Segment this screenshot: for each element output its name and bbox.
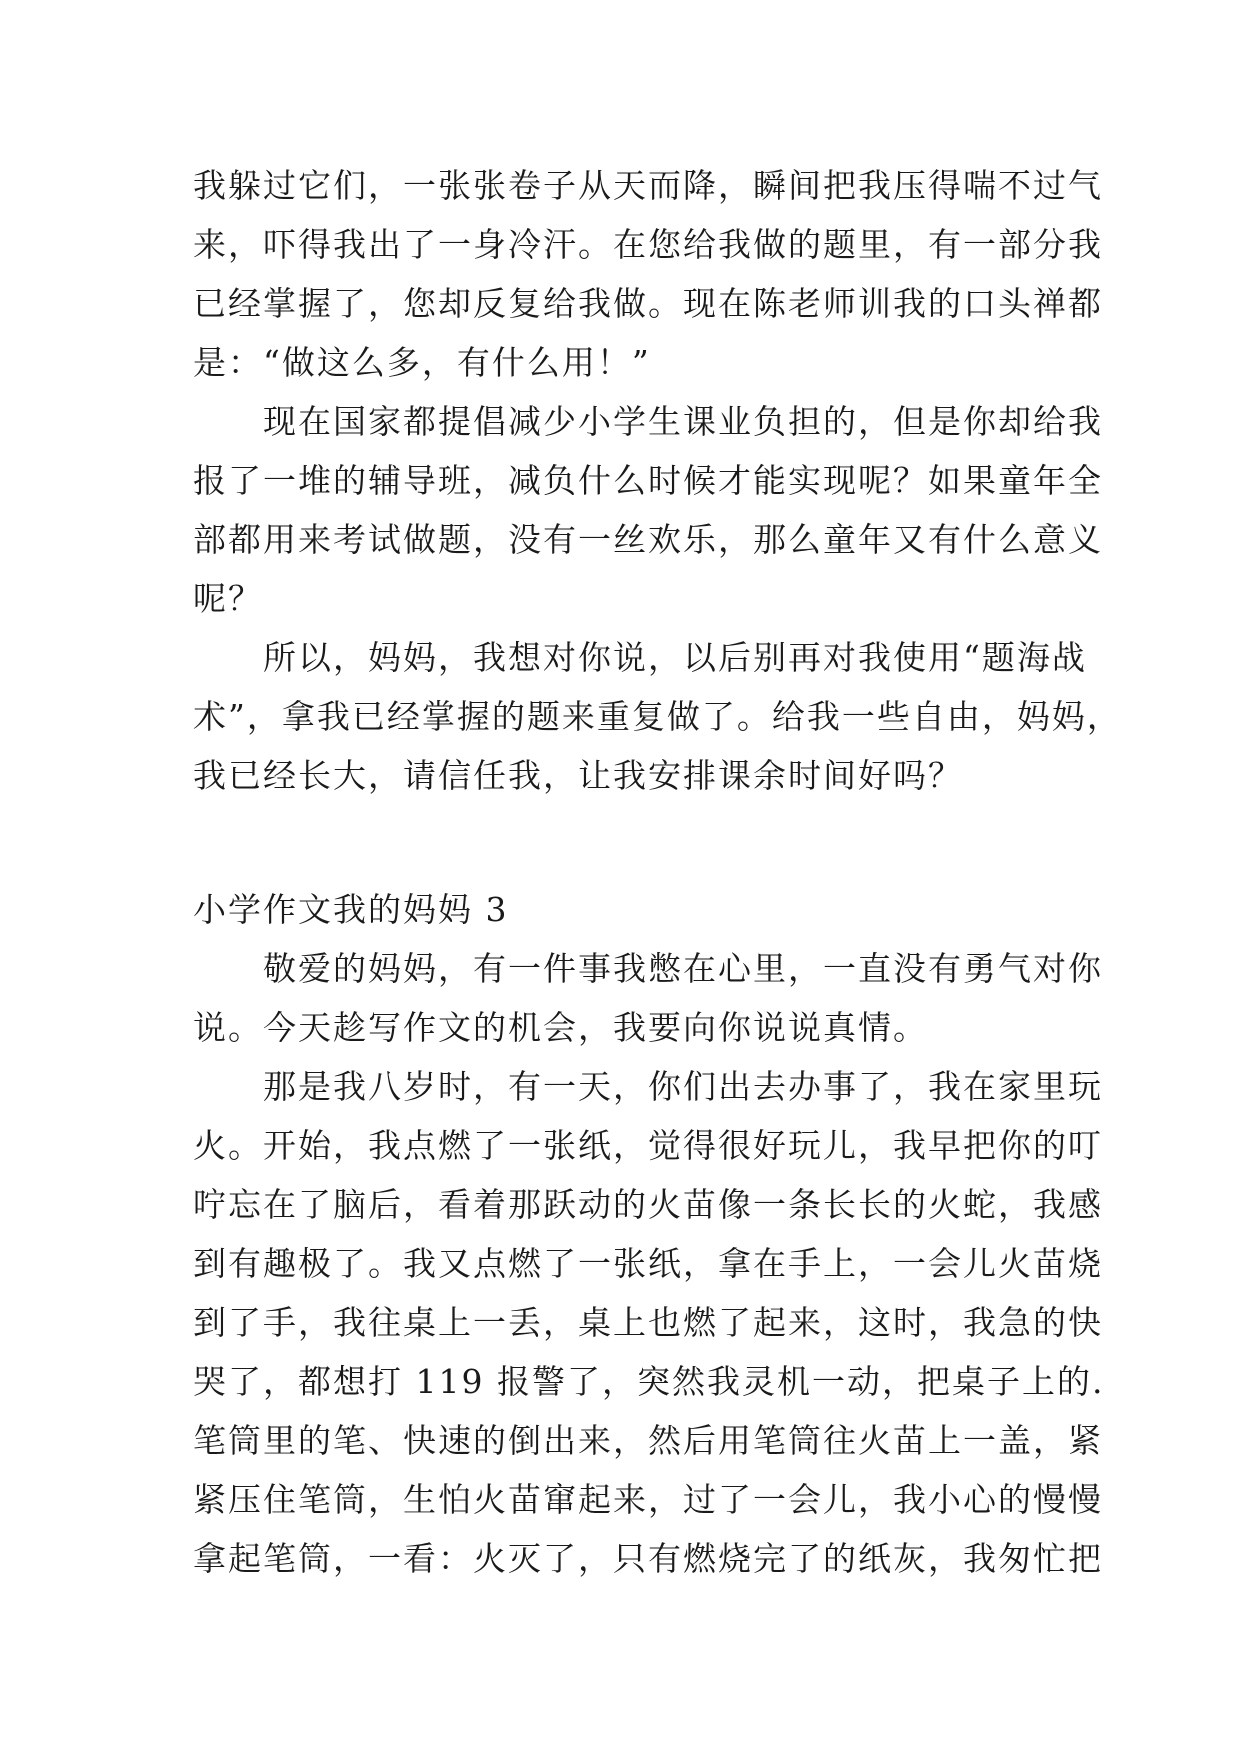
text-line: 已经掌握了，您却反复给我做。现在陈老师训我的口头禅都 <box>193 284 1103 323</box>
paragraph-conclusion <box>193 628 1122 805</box>
text-line: 火。开始，我点燃了一张纸，觉得很好玩儿，我早把你的叮 <box>193 1126 1103 1165</box>
essay-title: 小学作文我的妈妈 3 <box>193 890 509 929</box>
text-line: 我已经长大，请信任我，让我安排课余时间好吗？ <box>193 756 963 795</box>
text-line: 来，吓得我出了一身冷汗。在您给我做的题里，有一部分我 <box>193 225 1103 264</box>
text-line: 所以，妈妈，我想对你说，以后别再对我使用“题海战 <box>263 638 1087 677</box>
text-line: 敬爱的妈妈，有一件事我憋在心里，一直没有勇气对你 <box>263 949 1103 988</box>
text-line: 那是我八岁时，有一天，你们出去办事了，我在家里玩 <box>263 1067 1103 1106</box>
paragraph-continuation <box>193 156 1103 392</box>
paragraph-intro <box>193 939 1103 1057</box>
text-line: 报了一堆的辅导班，减负什么时候才能实现呢？如果童年全 <box>193 461 1103 500</box>
text-line: 说。今天趁写作文的机会，我要向你说说真情。 <box>193 1008 928 1047</box>
text-line: 哭了，都想打 119 报警了，突然我灵机一动，把桌子上的. <box>193 1362 1105 1401</box>
text-line: 拿起笔筒，一看：火灭了，只有燃烧完了的纸灰，我匆忙把 <box>193 1539 1103 1578</box>
section-gap <box>193 805 1073 880</box>
paragraph-story <box>193 1057 1105 1588</box>
text-line: 部都用来考试做题，没有一丝欢乐，那么童年又有什么意义 <box>193 520 1103 559</box>
text-line: 现在国家都提倡减少小学生课业负担的，但是你却给我 <box>263 402 1103 441</box>
text-line: 我躲过它们，一张张卷子从天而降，瞬间把我压得喘不过气 <box>193 166 1103 205</box>
document-body <box>193 156 1122 1588</box>
text-line: 呢？ <box>193 579 263 618</box>
text-line: 是：“做这么多，有什么用！” <box>193 343 651 382</box>
paragraph-reduce-burden <box>193 392 1103 628</box>
text-line: 咛忘在了脑后，看着那跃动的火苗像一条长长的火蛇，我感 <box>193 1185 1103 1224</box>
text-line: 笔筒里的笔、快速的倒出来，然后用笔筒往火苗上一盖，紧 <box>193 1421 1103 1460</box>
text-line: 到了手，我往桌上一丢，桌上也燃了起来，这时，我急的快 <box>193 1303 1103 1342</box>
text-line: 到有趣极了。我又点燃了一张纸，拿在手上，一会儿火苗烧 <box>193 1244 1103 1283</box>
text-line: 紧压住笔筒，生怕火苗窜起来，过了一会儿，我小心的慢慢 <box>193 1480 1103 1519</box>
text-line: 术”，拿我已经掌握的题来重复做了。给我一些自由，妈妈， <box>193 697 1122 736</box>
